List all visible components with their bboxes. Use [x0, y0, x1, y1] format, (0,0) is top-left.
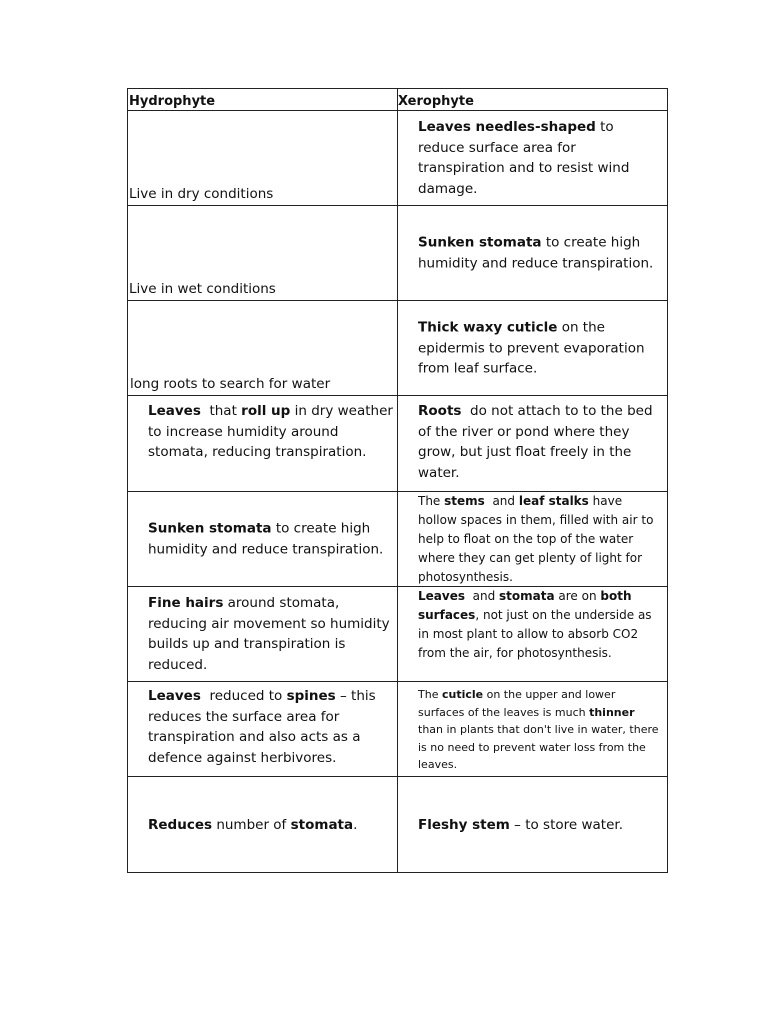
table-cell-xerophyte — [398, 396, 668, 492]
cell-text — [398, 587, 667, 663]
table-row — [128, 682, 668, 777]
cell-text — [128, 396, 397, 463]
table-cell-xerophyte — [398, 111, 668, 206]
table-cell-xerophyte — [398, 492, 668, 587]
cell-text — [130, 375, 330, 393]
table-row — [128, 301, 668, 396]
table-row — [128, 396, 668, 492]
table-cell-xerophyte — [398, 777, 668, 873]
table-cell-hydrophyte — [128, 111, 398, 206]
cell-text — [128, 682, 397, 768]
bold-run: Fleshy stem — [418, 816, 510, 833]
cell-text — [398, 396, 667, 483]
table-cell-hydrophyte — [128, 492, 398, 587]
text-run: to create high humidity and reduce transpiration. — [148, 520, 384, 557]
text-run: on the upper and lower surfaces of the leaves is much — [418, 688, 616, 719]
text-run: to create high humidity and reduce transpiration. — [418, 234, 654, 271]
table-row — [128, 111, 668, 206]
header-hydrophyte: Hydrophyte — [128, 89, 398, 111]
table-cell-hydrophyte — [128, 777, 398, 873]
bold-run: Leaves — [148, 403, 201, 419]
cell-text — [129, 280, 276, 298]
cell-text — [398, 233, 667, 274]
cell-text — [398, 492, 667, 587]
bold-run: Sunken stomata — [418, 234, 542, 251]
bold-run: stomata — [290, 816, 354, 833]
text-run: The — [418, 494, 445, 508]
bold-run: Fine hairs — [148, 595, 224, 611]
bold-run: thinner — [589, 705, 635, 719]
cell-text — [398, 317, 667, 379]
text-run: number of — [212, 816, 291, 833]
header-xerophyte: Xerophyte — [398, 89, 668, 111]
comparison-table — [127, 88, 668, 873]
table-row — [128, 777, 668, 873]
cell-text — [128, 593, 397, 675]
text-run: are on — [554, 589, 601, 603]
text-run: in dry weather to increase humidity around stomata, reducing transpiration. — [148, 403, 393, 460]
text-run: and — [465, 589, 500, 603]
bold-run: leaf stalks — [518, 494, 589, 508]
bold-run: both surfaces — [418, 589, 632, 622]
table-row — [128, 492, 668, 587]
text-run: have hollow spaces in them, filled with air to help to float on the top of the water where they can get plenty of light for photosynthesis. — [418, 494, 654, 584]
bold-run: Thick waxy cuticle — [418, 319, 558, 336]
table-cell-hydrophyte — [128, 682, 398, 777]
text-run: on the epidermis to prevent evaporation from leaf surface. — [418, 319, 645, 377]
table-cell-hydrophyte — [128, 301, 398, 396]
bold-run: Leaves needles-shaped — [418, 119, 596, 135]
text-run: do not attach to to the bed of the river or pond where they grow, but just float freely in the water. — [418, 403, 657, 481]
table-cell-hydrophyte — [128, 396, 398, 492]
text-run: Live in dry conditions — [129, 186, 274, 202]
text-run: , not just on the underside as in most plant to allow to absorb CO2 from the air, for photosynthesis. — [418, 608, 652, 660]
text-run: – this reduces the surface area for transpiration and also acts as a defence against herbivores. — [148, 688, 376, 766]
text-run: than in plants that don't live in water, there is no need to prevent water loss from the leaves. — [418, 705, 663, 771]
text-run: Live in wet conditions — [129, 281, 276, 297]
bold-run: Leaves — [148, 688, 201, 704]
text-run: reduced to — [200, 688, 287, 704]
text-run: around stomata, reducing air movement so humidity builds up and transpiration is reduced. — [148, 595, 390, 673]
table-cell-xerophyte — [398, 587, 668, 682]
table-cell-xerophyte — [398, 301, 668, 396]
bold-run: Reduces — [148, 816, 213, 833]
text-run: The — [418, 688, 442, 701]
bold-run: Roots — [418, 403, 462, 419]
bold-run: Leaves — [418, 589, 465, 603]
bold-run: Sunken stomata — [148, 520, 272, 537]
bold-run: stomata — [499, 589, 555, 603]
table-cell-hydrophyte — [128, 587, 398, 682]
cell-text — [398, 682, 667, 774]
bold-run: stems — [444, 494, 485, 508]
table-cell-hydrophyte — [128, 206, 398, 301]
bold-run: spines — [286, 688, 336, 704]
text-run: and — [484, 494, 519, 508]
cell-text — [128, 519, 397, 560]
cell-text — [129, 185, 273, 203]
text-run: . — [353, 816, 358, 833]
cell-text — [398, 814, 667, 835]
text-run: – to store water. — [509, 816, 624, 833]
text-run: to reduce surface area for transpiration and to resist wind damage. — [418, 119, 630, 197]
table-row — [128, 587, 668, 682]
cell-text — [128, 814, 397, 835]
header-row — [128, 89, 668, 111]
bold-run: cuticle — [441, 688, 484, 701]
bold-run: roll up — [241, 403, 291, 419]
cell-text — [398, 117, 667, 199]
text-run: long roots to search for water — [130, 376, 331, 392]
table-cell-xerophyte — [398, 206, 668, 301]
text-run: that — [200, 403, 242, 419]
table-cell-xerophyte — [398, 682, 668, 777]
table-row — [128, 206, 668, 301]
